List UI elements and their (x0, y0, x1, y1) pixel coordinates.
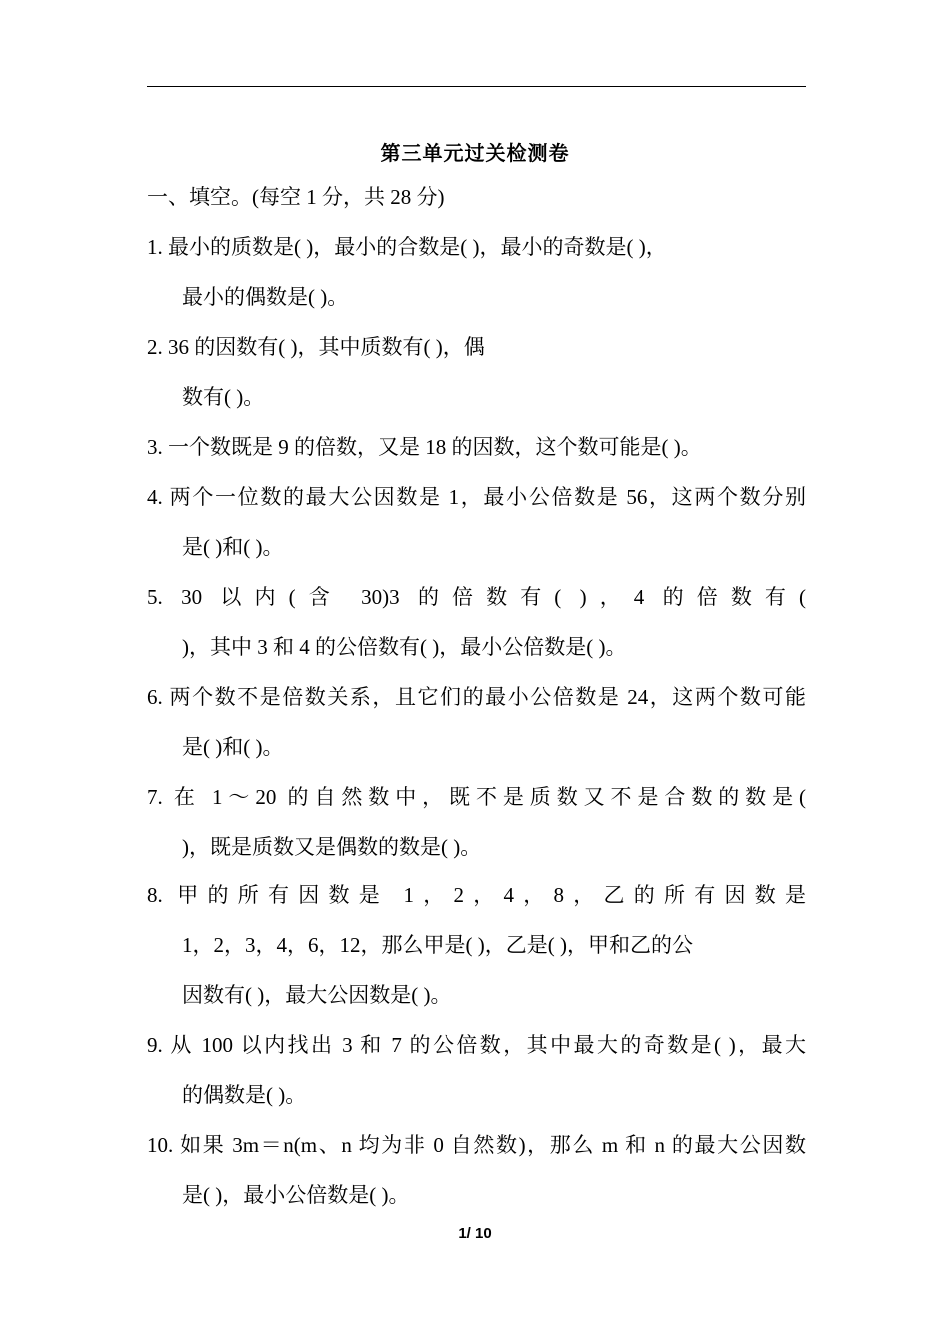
header-rule (147, 86, 806, 87)
page-title: 第三单元过关检测卷 (380, 141, 570, 165)
question-9-line-1: 9. 从 100 以内找出 3 和 7 的公倍数，其中最大的奇数是( )，最大 (147, 1033, 806, 1057)
question-2-line-2: 数有( )。 (182, 385, 265, 409)
question-6-line-2: 是( )和( )。 (182, 735, 284, 759)
section-heading: 一、填空。(每空 1 分，共 28 分) (147, 185, 445, 209)
question-1-line-1: 1. 最小的质数是( )，最小的合数是( )，最小的奇数是( )， (147, 235, 667, 259)
question-8-line-2: 1，2，3，4，6，12，那么甲是( )，乙是( )，甲和乙的公 (182, 933, 693, 957)
question-2-line-1: 2. 36 的因数有( )，其中质数有( )，偶 (147, 335, 485, 359)
question-7-line-1: 7. 在 1～20 的自然数中，既不是质数又不是合数的数是( (147, 785, 806, 809)
question-10-line-1: 10. 如果 3m＝n(m、n 均为非 0 自然数)，那么 m 和 n 的最大公因数 (147, 1133, 806, 1157)
question-4-line-1: 4. 两个一位数的最大公因数是 1，最小公倍数是 56，这两个数分别 (147, 485, 806, 509)
question-3: 3. 一个数既是 9 的倍数，又是 18 的因数，这个数可能是( )。 (147, 435, 702, 459)
question-5-line-1: 5. 30 以内(含 30)3 的倍数有( )，4 的倍数有( (147, 585, 806, 609)
question-5-line-2: )，其中 3 和 4 的公倍数有( )，最小公倍数是( )。 (182, 635, 627, 659)
question-10-line-2: 是( )，最小公倍数是( )。 (182, 1183, 410, 1207)
question-9-line-2: 的偶数是( )。 (182, 1083, 307, 1107)
question-8-line-1: 8. 甲的所有因数是 1，2，4，8，乙的所有因数是 (147, 883, 806, 907)
question-8-line-3: 因数有( )，最大公因数是( )。 (182, 983, 452, 1007)
question-1-line-2: 最小的偶数是( )。 (182, 285, 349, 309)
question-7-line-2: )，既是质数又是偶数的数是( )。 (182, 835, 482, 859)
question-6-line-1: 6. 两个数不是倍数关系，且它们的最小公倍数是 24，这两个数可能 (147, 685, 806, 709)
question-4-line-2: 是( )和( )。 (182, 535, 284, 559)
page-number: 1/ 10 (458, 1225, 492, 1242)
